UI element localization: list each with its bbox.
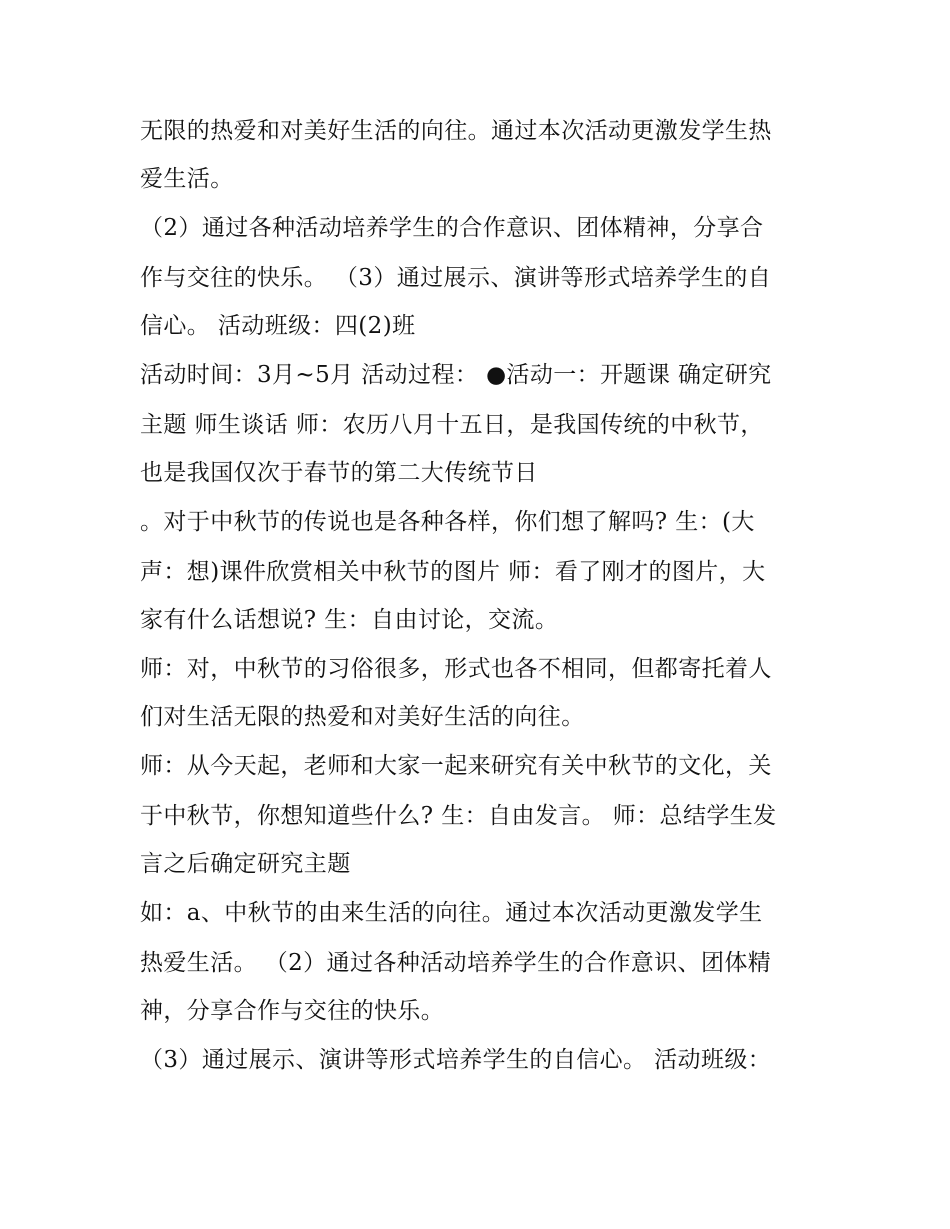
text-line: 信心。 活动班级：四(2)班	[140, 313, 416, 339]
text-line: 主题 师生谈话 师：农历八月十五日，是我国传统的中秋节，	[140, 412, 764, 438]
text-line: 无限的热爱和对美好生活的向往。通过本次活动更激发学生热	[140, 118, 772, 144]
text-line: 。对于中秋节的传说也是各种各样，你们想了解吗? 生：(大	[140, 509, 755, 535]
text-line: 神，分享合作与交往的快乐。	[140, 998, 445, 1024]
text-line: 于中秋节，你想知道些什么? 生：自由发言。 师：总结学生发	[140, 803, 777, 829]
text-line: （2）通过各种活动培养学生的合作意识、团体精神，分享合	[140, 215, 764, 241]
body-text	[140, 106, 830, 1085]
text-line: 热爱生活。 （2）通过各种活动培养学生的合作意识、团体精	[140, 950, 772, 976]
text-line: 也是我国仅次于春节的第二大传统节日	[140, 460, 538, 486]
text-line: 活动时间：3月~5月 活动过程： ●活动一：开题课 确定研究	[140, 362, 772, 388]
text-line: 们对生活无限的热爱和对美好生活的向往。	[140, 704, 585, 730]
text-line: 如：a、中秋节的由来生活的向往。通过本次活动更激发学生	[140, 900, 763, 926]
text-line: （3）通过展示、演讲等形式培养学生的自信心。 活动班级：	[140, 1047, 772, 1073]
text-line: 爱生活。	[140, 166, 234, 192]
text-line: 家有什么话想说? 生：自由讨论，交流。	[140, 607, 559, 633]
text-line: 师：从今天起，老师和大家一起来研究有关中秋节的文化，关	[140, 753, 772, 779]
text-line: 声：想)课件欣赏相关中秋节的图片 师：看了刚才的图片，大	[140, 559, 766, 585]
text-line: 师：对，中秋节的习俗很多，形式也各不相同，但都寄托着人	[140, 656, 772, 682]
text-line: 言之后确定研究主题	[140, 851, 351, 877]
text-line: 作与交往的快乐。 （3）通过展示、演讲等形式培养学生的自	[140, 265, 772, 291]
